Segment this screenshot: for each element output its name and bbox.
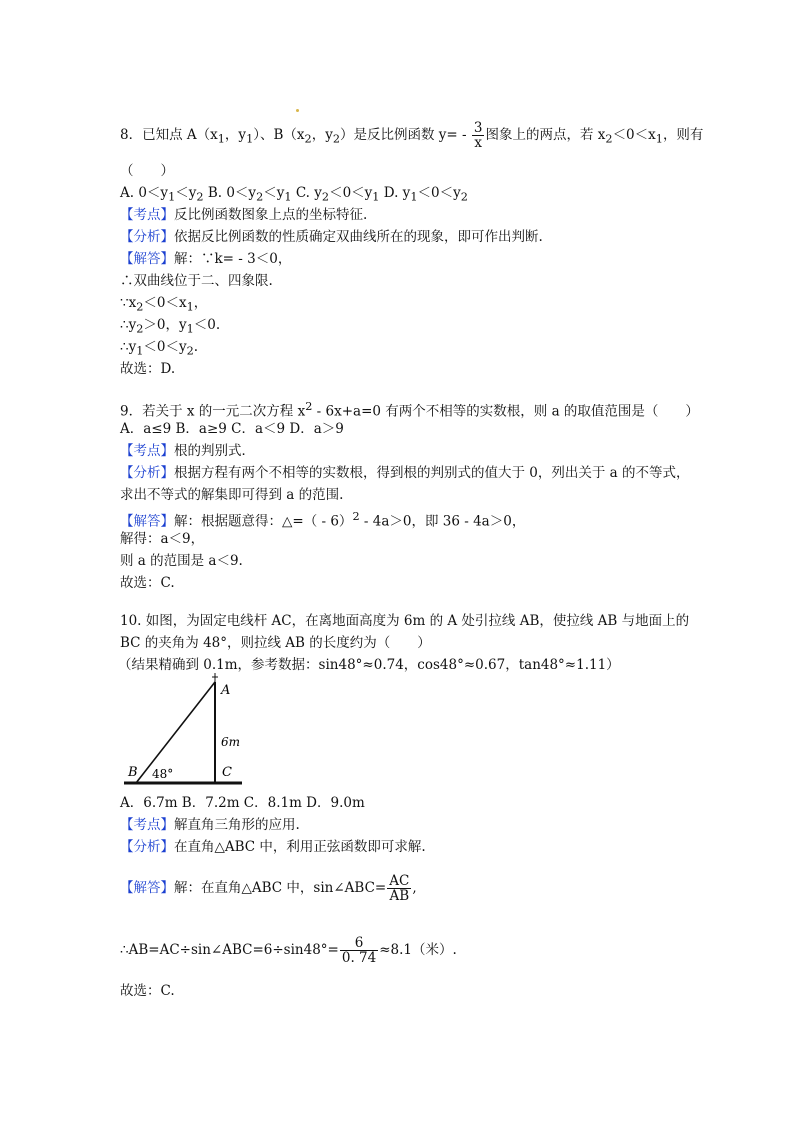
q8-sub: 2: [136, 300, 144, 314]
label-c: C: [222, 765, 232, 780]
q8-frac-num: 3: [473, 120, 483, 136]
q8-opt: ＜0＜y: [329, 185, 373, 201]
q8-sub: 2: [304, 132, 312, 146]
q8-sub: 1: [284, 190, 292, 204]
q9-options: A．a≤9 B．a≥9 C．a＜9 D．a＞9: [120, 421, 344, 437]
q10-options: A．6.7m B．7.2m C．8.1m D．9.0m: [120, 795, 365, 811]
q10-sine-fraction: [387, 874, 411, 903]
q8-opt: B. 0＜y: [203, 185, 257, 201]
kaodian-tag: 【考点】: [120, 443, 174, 459]
label-side: 6m: [221, 735, 241, 749]
q8-sub: 2: [332, 132, 341, 146]
q9-line1: 解得：a＜9，: [120, 531, 205, 547]
q8-stem-part: ，则有: [662, 127, 704, 143]
q8-sub: 2: [460, 190, 468, 204]
fenxi-tag: 【分析】: [120, 229, 174, 245]
q8-line-part: ∴y: [120, 317, 137, 333]
q8-opt: A. 0＜y: [120, 185, 169, 201]
q10-frac-den: 0. 74: [341, 950, 377, 966]
q8-line-part: ＞0，y: [143, 317, 187, 333]
q8-fenxi-text: 依据反比例函数的性质确定双曲线所在的现象，即可作出判断.: [174, 229, 543, 245]
q8-sub: 2: [196, 190, 204, 204]
q10-frac-num: 6: [340, 936, 378, 951]
q10-frac-num: AC: [389, 873, 410, 889]
q8-fenxi: [120, 228, 543, 246]
q8-sub: 1: [655, 132, 663, 146]
q8-line-part: ＜0＜y: [143, 339, 187, 355]
q8-opt: D. y: [379, 185, 411, 201]
q8-stem-part: ）是反比例函数 y= -: [340, 127, 471, 143]
q10-stem-1: 10. 如图，为固定电线杆 AC，在离地面高度为 6m 的 A 处引拉线 AB，使拉线 AB 与地面上的: [120, 613, 690, 629]
q10-kaodian-text: 解直角三角形的应用.: [174, 817, 300, 833]
q10-frac-den: AB: [389, 888, 410, 904]
q8-stem-part: ＜0＜x: [612, 127, 656, 143]
fenxi-tag: 【分析】: [120, 839, 174, 855]
q8-sub: 1: [186, 300, 194, 314]
q8-line2: [120, 294, 207, 317]
kaodian-tag: 【考点】: [120, 207, 174, 223]
q10-stem-3: （结果精确到 0.1m，参考数据：sin48°≈0.74，cos48°≈0.67，tan48°≈1.11）: [118, 657, 620, 673]
q10-line-part: ≈8.1（米）.: [379, 942, 457, 958]
q10-fenxi: [120, 838, 426, 856]
q9-jieda-text: 解：根据题意得：△=（ - 6）: [174, 513, 353, 530]
q8-answer: 故选：D.: [120, 361, 176, 377]
q8-kaodian-text: 反比例函数图象上点的坐标特征.: [174, 207, 368, 223]
q8-line-part: ∵x: [120, 295, 137, 311]
kaodian-tag: 【考点】: [120, 817, 174, 833]
q8-options: [120, 184, 468, 207]
q10-jieda-text: 解：在直角△ABC 中，sin∠ABC=: [174, 880, 387, 896]
q8-stem-part: ，y: [311, 127, 333, 143]
q10-jieda: [120, 874, 417, 903]
q8-line-part: ∴y: [120, 339, 137, 355]
stray-dot: [296, 109, 299, 112]
q8-sub: 1: [168, 190, 176, 204]
q8-stem-part: ，y: [224, 127, 247, 143]
q10-stem-2: BC 的夹角为 48°，则拉线 AB 的长度约为（ ）: [120, 635, 431, 651]
q9-jieda-text: - 4a＞0，即 36 - 4a＞0，: [359, 513, 526, 530]
q10-line1: [120, 936, 457, 965]
jieda-tag: 【解答】: [120, 513, 174, 530]
q8-frac-den: x: [474, 135, 482, 151]
q8-sub: 2: [605, 132, 613, 146]
q8-sub: 1: [217, 132, 225, 146]
wire-ab: [136, 682, 215, 783]
jieda-tag: 【解答】: [120, 880, 174, 896]
q8-line-part: .: [193, 339, 199, 355]
q10-fenxi-text: 在直角△ABC 中，利用正弦函数即可求解.: [174, 839, 426, 855]
q8-stem-part: ）、B（x: [253, 127, 305, 143]
q8-sub: 1: [186, 322, 194, 336]
q8-sub: 1: [410, 190, 418, 204]
q9-kaodian: [120, 442, 255, 460]
q9-stem: [120, 398, 699, 421]
q9-stem-part: - 6x+a=0 有两个不相等的实数根，则 a 的取值范围是（ ）: [312, 403, 699, 420]
q9-fenxi-2: 求出不等式的解集即可得到 a 的范围.: [120, 487, 344, 503]
q8-stem-part: 8．已知点 A（x: [120, 127, 218, 143]
q9-jieda: [120, 508, 525, 531]
label-angle: 48°: [152, 767, 174, 781]
q10-triangle-figure: [118, 668, 248, 793]
q8-paren: （ ）: [120, 163, 174, 179]
jieda-tag: 【解答】: [120, 251, 174, 267]
q9-line2: 则 a 的范围是 a＜9.: [120, 553, 243, 569]
q8-fraction: [472, 121, 485, 150]
q8-line-part: ＜0.: [193, 317, 221, 333]
q8-opt: ＜y: [263, 185, 285, 201]
q8-opt: ＜0＜y: [417, 185, 461, 201]
q8-sub: 1: [246, 132, 254, 146]
q10-line-part: ∴AB=AC÷sin∠ABC=6÷sin48°=: [120, 942, 339, 958]
q8-stem: [120, 121, 703, 150]
q9-sup: 2: [305, 400, 313, 413]
q8-opt: ＜y: [175, 185, 197, 201]
q10-jieda-text: ,: [412, 880, 417, 896]
q8-sub: 2: [136, 322, 144, 336]
q9-kaodian-text: 根的判别式．: [174, 443, 255, 459]
q8-sub: 1: [372, 190, 380, 204]
q8-sub: 1: [136, 344, 144, 358]
q9-stem-part: 9．若关于 x 的一元二次方程 x: [120, 403, 306, 420]
label-b: B: [128, 765, 138, 780]
q10-kaodian: [120, 816, 300, 834]
q8-stem-part: 图象上的两点，若 x: [485, 127, 606, 143]
q8-jieda-text: 解：∵k= - 3＜0，: [174, 251, 292, 267]
label-a: A: [221, 683, 231, 698]
q8-sub: 2: [321, 190, 330, 204]
q8-sub: 2: [256, 190, 264, 204]
q10-result-fraction: [340, 936, 378, 965]
q9-fenxi: [120, 464, 690, 482]
q8-line1: ∴双曲线位于二、四象限.: [120, 273, 273, 289]
q8-sub: 2: [186, 344, 194, 358]
q9-sup: 2: [352, 510, 360, 523]
q9-answer: 故选：C.: [120, 575, 175, 591]
q10-answer: 故选：C.: [120, 983, 175, 999]
q8-jieda: [120, 250, 291, 268]
q9-fenxi-text: 根据方程有两个不相等的实数根，得到根的判别式的值大于 0，列出关于 a 的不等式，: [174, 465, 690, 481]
q8-line4: [120, 338, 198, 361]
q8-line-part: ，: [193, 295, 208, 311]
q8-kaodian: [120, 206, 367, 224]
q8-opt: C. y: [291, 185, 322, 201]
fenxi-tag: 【分析】: [120, 465, 174, 481]
q8-line3: [120, 316, 220, 339]
q8-line-part: ＜0＜x: [143, 295, 187, 311]
